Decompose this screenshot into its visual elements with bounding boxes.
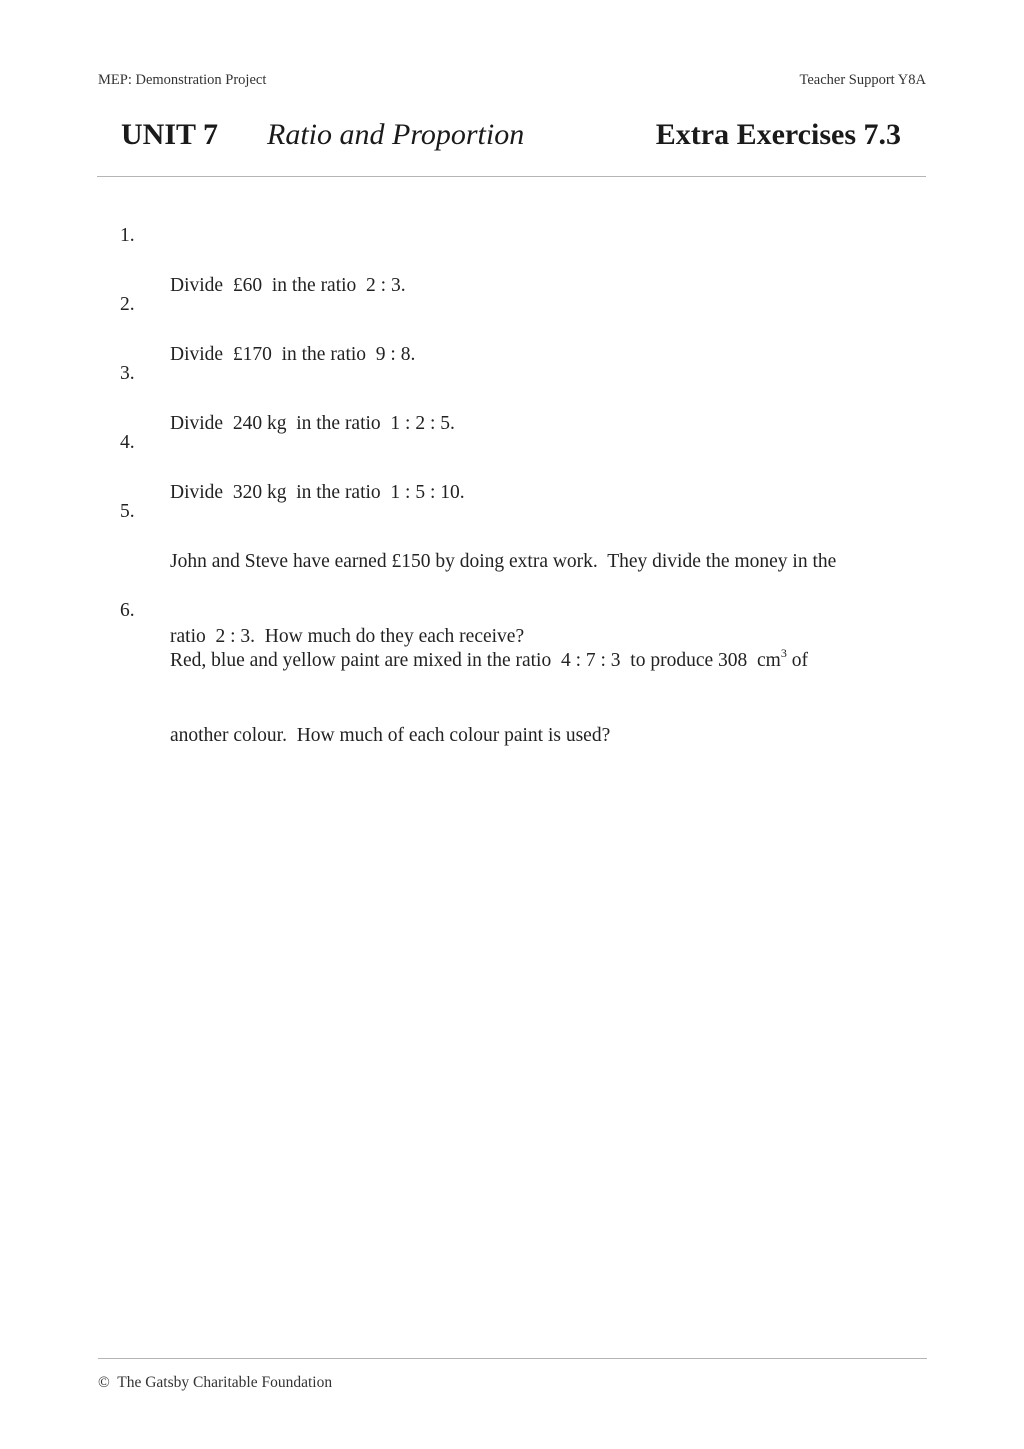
footer <box>98 1374 332 1392</box>
question-line <box>170 645 890 673</box>
question-number: 3. <box>120 363 135 384</box>
question-number: 2. <box>120 294 135 315</box>
question-line: Divide £170 in the ratio 9 : 8. <box>170 344 416 365</box>
title-divider <box>97 176 926 177</box>
header-support-label: Teacher Support Y8A <box>799 72 926 88</box>
unit-number: UNIT 7 <box>121 118 218 151</box>
question-number: 4. <box>120 432 135 453</box>
footer-divider <box>98 1358 927 1359</box>
question-line: Divide 320 kg in the ratio 1 : 5 : 10. <box>170 482 465 503</box>
question-line: John and Steve have earned £150 by doing extra work. They divide the money in the <box>170 551 837 572</box>
footer-text: The Gatsby Charitable Foundation <box>117 1374 333 1391</box>
question-line-part: of <box>786 650 808 671</box>
header-project-name: MEP: Demonstration Project <box>98 72 267 88</box>
cubic-superscript: 3 <box>780 645 787 660</box>
question-line: another colour. How much of each colour paint is used? <box>170 725 611 746</box>
question-line-part: Red, blue and yellow paint are mixed in the ratio 4 : 7 : 3 to produce 308 cm <box>170 650 781 671</box>
page-title <box>121 118 901 162</box>
question-line: Divide 240 kg in the ratio 1 : 2 : 5. <box>170 413 455 434</box>
copyright-symbol: © <box>98 1374 110 1391</box>
question-text <box>170 598 890 798</box>
unit-subject: Ratio and Proportion <box>267 118 525 151</box>
exercise-title: Extra Exercises 7.3 <box>655 118 901 151</box>
question-line: ratio 2 : 3. How much do they each receive? <box>170 626 525 647</box>
question-line: Divide £60 in the ratio 2 : 3. <box>170 275 406 296</box>
question-number: 5. <box>120 501 135 522</box>
question-number: 6. <box>120 600 135 621</box>
question-number: 1. <box>120 225 135 246</box>
